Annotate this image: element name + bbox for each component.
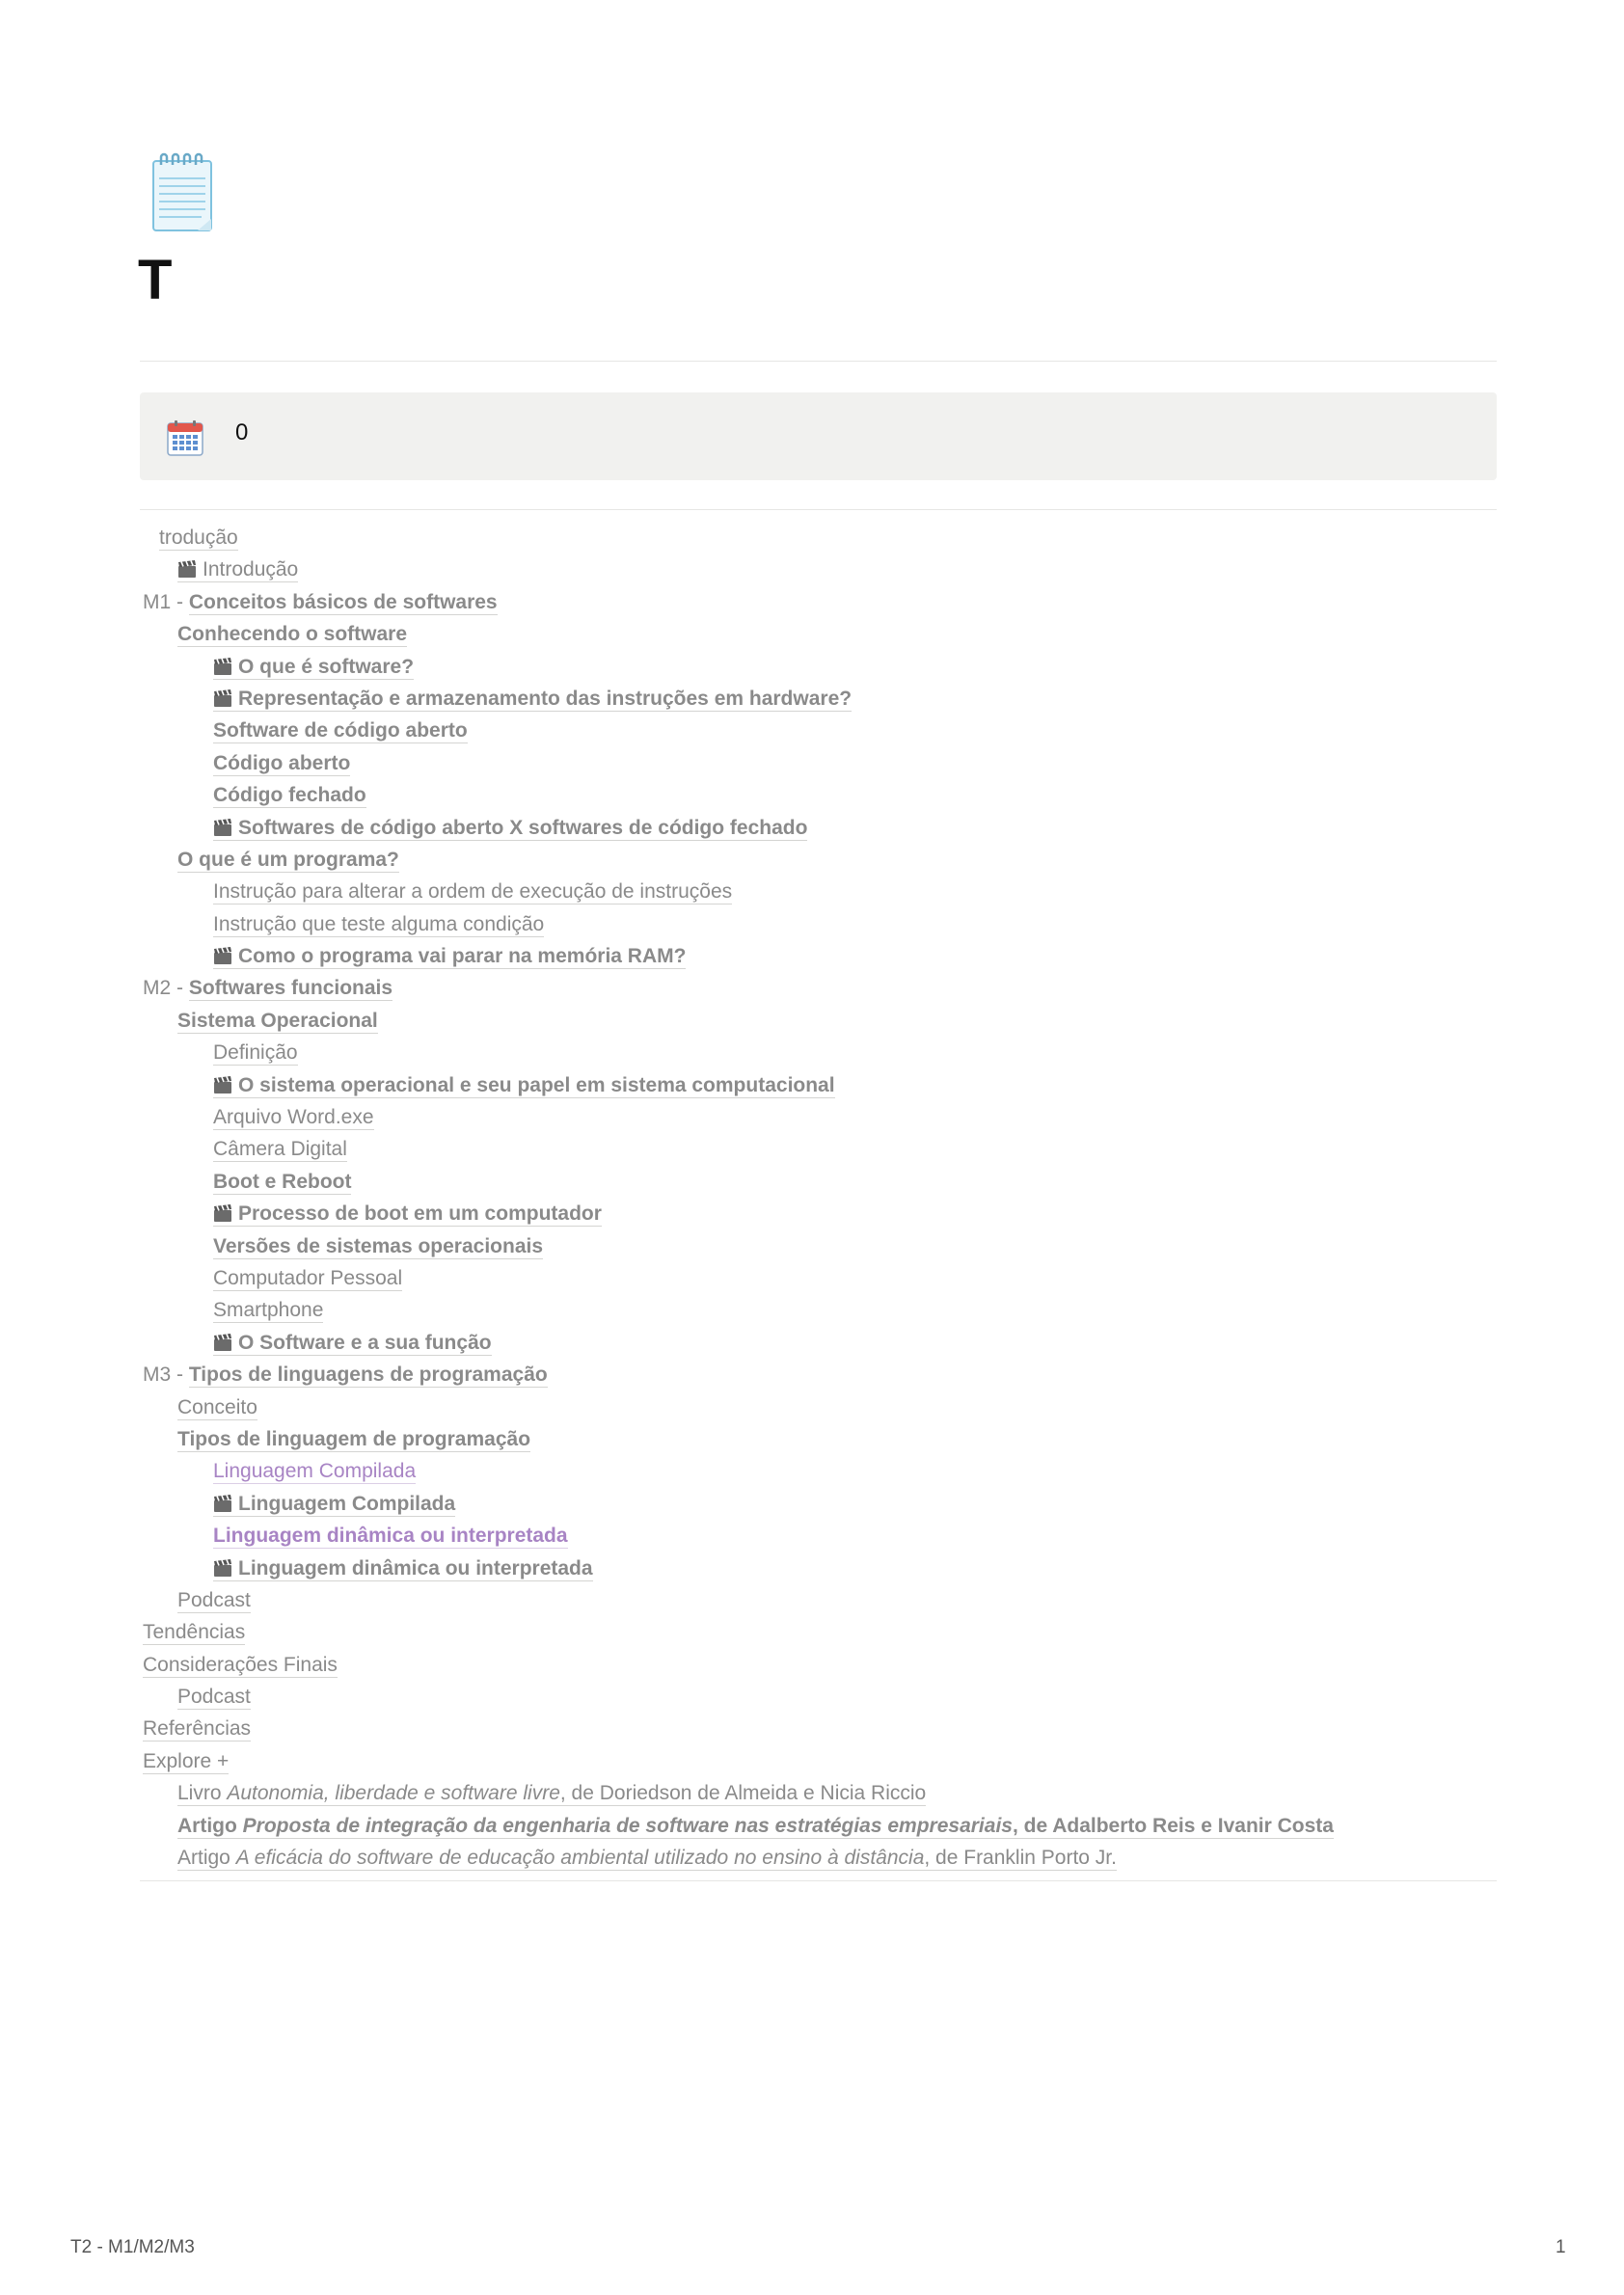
toc-item xyxy=(140,1359,1497,1390)
toc-item xyxy=(140,1584,1497,1616)
clapperboard-icon xyxy=(213,686,232,705)
toc-link-label: Como o programa vai parar na memória RAM? xyxy=(238,945,687,968)
toc-link[interactable] xyxy=(213,1074,835,1098)
toc-item xyxy=(140,1649,1497,1681)
toc-item xyxy=(140,1616,1497,1648)
toc-link-label: Boot e Reboot xyxy=(213,1170,352,1193)
toc-link[interactable] xyxy=(213,1171,351,1195)
toc-module-prefix: M3 - xyxy=(143,1364,189,1387)
toc-link-label: Linguagem dinâmica ou interpretada xyxy=(238,1556,593,1580)
footer-page-number: 1 xyxy=(1556,2237,1566,2257)
toc-item xyxy=(140,1520,1497,1552)
toc-item xyxy=(140,1294,1497,1326)
table-of-contents xyxy=(140,522,1497,1874)
toc-link-label: O que é um programa? xyxy=(177,848,399,871)
toc-link[interactable] xyxy=(177,1782,926,1806)
toc-link[interactable] xyxy=(213,784,366,808)
footer-doc-label: T2 - M1/M2/M3 xyxy=(70,2237,195,2257)
toc-link-label: Podcast xyxy=(177,1588,251,1611)
reference-title: A eficácia do software de educação ambiental utilizado no ensino à distância xyxy=(235,1847,925,1870)
toc-item xyxy=(140,876,1497,907)
toc-link[interactable] xyxy=(177,1815,1334,1839)
toc-link[interactable] xyxy=(213,1557,593,1581)
toc-link[interactable] xyxy=(177,1686,251,1710)
toc-link[interactable] xyxy=(213,1235,543,1259)
toc-link-label: Introdução xyxy=(203,558,299,581)
toc-item xyxy=(140,651,1497,683)
clapperboard-icon xyxy=(177,556,197,576)
toc-link[interactable] xyxy=(213,1106,374,1130)
clapperboard-icon xyxy=(213,654,232,673)
toc-link-label: Definição xyxy=(213,1041,298,1065)
clapperboard-icon xyxy=(213,1330,232,1349)
toc-module-prefix: M2 - xyxy=(143,977,189,1000)
calendar-icon xyxy=(166,418,204,457)
toc-link-label: O sistema operacional e seu papel em sistema computacional xyxy=(238,1073,835,1096)
toc-link[interactable] xyxy=(213,1332,492,1356)
toc-link-label: Softwares de código aberto X softwares de código fechado xyxy=(238,816,808,839)
toc-link[interactable] xyxy=(213,1299,323,1323)
toc-link[interactable] xyxy=(213,719,468,743)
toc-item xyxy=(140,1455,1497,1487)
toc-link-label: O que é software? xyxy=(238,655,415,678)
toc-item xyxy=(140,715,1497,746)
toc-link-label: Sistema Operacional xyxy=(177,1009,378,1032)
toc-item xyxy=(140,554,1497,585)
toc-link-label: Tipos de linguagens de programação xyxy=(188,1364,548,1387)
toc-link[interactable] xyxy=(213,1493,455,1517)
toc-link-label: Câmera Digital xyxy=(213,1138,347,1161)
toc-item xyxy=(140,1230,1497,1262)
toc-module-prefix: M1 - xyxy=(143,590,189,613)
toc-link[interactable] xyxy=(143,1750,229,1774)
toc-link[interactable] xyxy=(213,688,852,712)
page-title: T xyxy=(138,249,173,311)
toc-link[interactable] xyxy=(189,591,498,615)
reference-text: Artigo xyxy=(177,1814,243,1837)
toc-item xyxy=(140,1198,1497,1229)
toc-item xyxy=(140,1166,1497,1198)
toc-link-label: Conceito xyxy=(177,1395,257,1418)
toc-link-label: Explore + xyxy=(143,1749,230,1772)
toc-link-label: Código aberto xyxy=(213,751,351,774)
toc-item xyxy=(140,972,1497,1004)
toc-link[interactable] xyxy=(177,1428,530,1452)
toc-link[interactable] xyxy=(143,1621,245,1645)
toc-link-label: Conhecendo o software xyxy=(177,623,408,646)
toc-item xyxy=(140,1713,1497,1744)
toc-item xyxy=(140,1101,1497,1133)
toc-item xyxy=(140,1777,1497,1809)
toc-link-label: Software de código aberto xyxy=(213,719,468,742)
toc-link-label: Tendências xyxy=(143,1621,246,1644)
toc-link[interactable] xyxy=(177,1847,1117,1871)
callout xyxy=(140,392,1497,480)
toc-link[interactable] xyxy=(143,1654,338,1678)
toc-link[interactable] xyxy=(177,623,407,647)
toc-item xyxy=(140,1133,1497,1165)
toc-link-label: Código fechado xyxy=(213,784,366,807)
toc-link[interactable] xyxy=(177,558,298,582)
toc-link-label: Podcast xyxy=(177,1686,251,1709)
toc-item xyxy=(140,1005,1497,1037)
toc-link-label: Linguagem Compilada xyxy=(238,1492,456,1515)
toc-link[interactable] xyxy=(177,849,399,873)
toc-link[interactable] xyxy=(213,752,350,776)
clapperboard-icon xyxy=(213,1201,232,1220)
toc-link-label: Smartphone xyxy=(213,1299,324,1322)
toc-item xyxy=(140,1423,1497,1455)
clapperboard-icon xyxy=(213,1072,232,1092)
toc-divider xyxy=(140,1880,1497,1881)
toc-link-label: Computador Pessoal xyxy=(213,1266,403,1289)
toc-link-label: trodução xyxy=(159,526,238,549)
toc-link-label: Referências xyxy=(143,1717,252,1741)
toc-link[interactable] xyxy=(177,1396,257,1420)
reference-text: , de Franklin Porto Jr. xyxy=(924,1847,1117,1870)
toc-item xyxy=(140,522,1497,554)
reference-text: , de Adalberto Reis e Ivanir Costa xyxy=(1012,1814,1334,1837)
toc-link-label: Processo de boot em um computador xyxy=(238,1202,602,1226)
toc-link-label: Linguagem dinâmica ou interpretada xyxy=(213,1525,568,1548)
toc-link[interactable] xyxy=(189,1364,548,1388)
clapperboard-icon xyxy=(213,815,232,834)
toc-link-label: Softwares funcionais xyxy=(188,977,393,1000)
toc-link-label: Instrução que teste alguma condição xyxy=(213,912,545,935)
toc-link-label: Conceitos básicos de softwares xyxy=(188,590,498,613)
toc-item xyxy=(140,844,1497,876)
toc-link[interactable] xyxy=(177,1589,251,1613)
toc-link-label: Linguagem Compilada xyxy=(213,1460,417,1483)
toc-link-label: Versões de sistemas operacionais xyxy=(213,1234,544,1257)
callout-divider xyxy=(140,509,1497,510)
reference-text: Livro xyxy=(177,1782,228,1805)
toc-item xyxy=(140,1069,1497,1101)
toc-link[interactable] xyxy=(213,1267,402,1291)
toc-item xyxy=(140,1681,1497,1713)
toc-item xyxy=(140,779,1497,811)
toc-link-label: O Software e a sua função xyxy=(238,1331,492,1354)
toc-item xyxy=(140,618,1497,650)
toc-item xyxy=(140,1842,1497,1874)
toc-item xyxy=(140,1327,1497,1359)
toc-item xyxy=(140,683,1497,715)
toc-link-label: Tipos de linguagem de programação xyxy=(177,1427,531,1450)
toc-item xyxy=(140,586,1497,618)
clapperboard-icon xyxy=(213,1555,232,1575)
toc-item xyxy=(140,747,1497,779)
toc-link[interactable] xyxy=(213,1202,602,1227)
toc-link-label: Considerações Finais xyxy=(143,1653,338,1676)
toc-item xyxy=(140,1262,1497,1294)
toc-link[interactable] xyxy=(143,1717,251,1742)
clapperboard-icon xyxy=(213,943,232,962)
toc-item xyxy=(140,1745,1497,1777)
callout-text: 0 xyxy=(235,419,249,446)
toc-link[interactable] xyxy=(189,977,392,1001)
toc-link[interactable] xyxy=(213,656,414,680)
toc-item xyxy=(140,812,1497,844)
reference-title: Proposta de integração da engenharia de software nas estratégias empresariais xyxy=(242,1814,1013,1837)
notepad-icon xyxy=(148,151,217,232)
toc-link[interactable] xyxy=(213,1460,416,1484)
toc-link[interactable] xyxy=(213,817,807,841)
toc-link[interactable] xyxy=(213,913,544,937)
reference-text: , de Doriedson de Almeida e Nicia Riccio xyxy=(559,1782,927,1805)
toc-link[interactable] xyxy=(213,945,686,969)
toc-item xyxy=(140,1810,1497,1842)
toc-item xyxy=(140,1488,1497,1520)
toc-link[interactable] xyxy=(213,1041,298,1066)
toc-link[interactable] xyxy=(213,1525,568,1549)
clapperboard-icon xyxy=(213,1491,232,1510)
reference-text: Artigo xyxy=(177,1847,236,1870)
toc-link[interactable] xyxy=(177,1010,378,1034)
reference-title: Autonomia, liberdade e software livre xyxy=(227,1782,560,1805)
toc-item xyxy=(140,1552,1497,1584)
toc-link-label: Arquivo Word.exe xyxy=(213,1106,374,1129)
toc-link-label: Instrução para alterar a ordem de execução de instruções xyxy=(213,880,733,904)
toc-link-label: Representação e armazenamento das instruções em hardware? xyxy=(238,687,853,710)
toc-link[interactable] xyxy=(213,1138,347,1162)
toc-link[interactable] xyxy=(213,880,732,904)
toc-item xyxy=(140,940,1497,972)
toc-item xyxy=(140,908,1497,940)
toc-item xyxy=(140,1391,1497,1423)
toc-link[interactable] xyxy=(159,526,238,551)
title-divider xyxy=(140,361,1497,362)
toc-item xyxy=(140,1037,1497,1068)
